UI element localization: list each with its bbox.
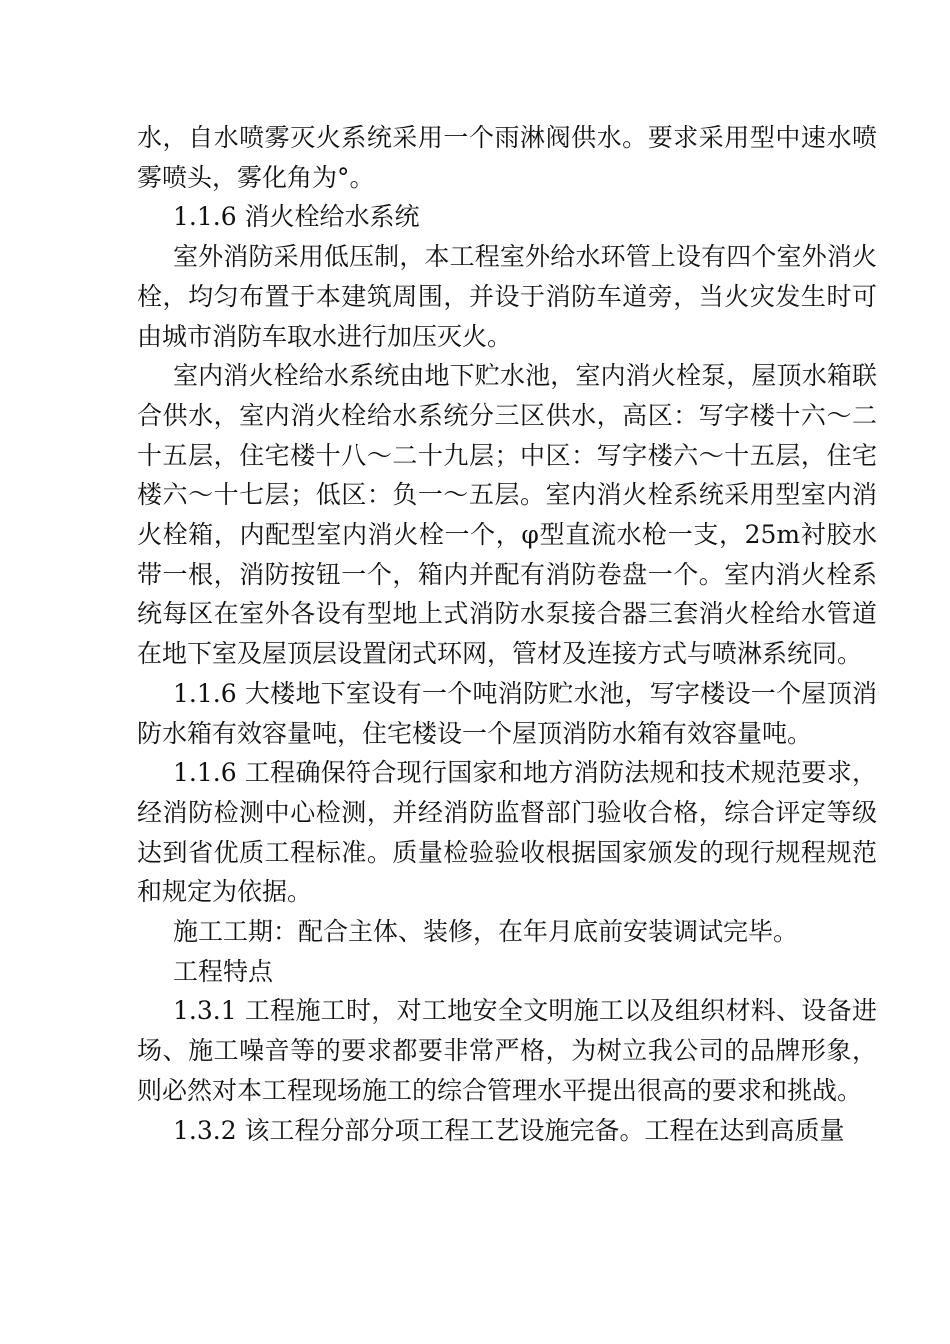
paragraph-outdoor-hydrant: 室外消防采用低压制，本工程室外给水环管上设有四个室外消火栓，均匀布置于本建筑周围，并设于消防车道旁，当火灾发生时可由城市消防车取水进行加压灭火。 bbox=[137, 242, 877, 351]
paragraph-water-tank: 1.1.6 大楼地下室设有一个吨消防贮水池，写字楼设一个屋顶消防水箱有效容量吨，住宅楼设一个屋顶消防水箱有效容量吨。 bbox=[137, 678, 877, 748]
paragraph-indoor-hydrant: 室内消火栓给水系统由地下贮水池，室内消火栓泵，屋顶水箱联合供水，室内消火栓给水系统分三区供水，高区：写字楼十六～二十五层，住宅楼十八～二十九层；中区：写字楼六～十五层，住宅楼六～十七层；低区：负一～五层。室内消火栓系统采用型室内消火栓箱，内配型室内消火栓一个，φ型直流水枪一支，25m衬胶水带一根，消防按钮一个，箱内并配有消防卷盘一个。室内消火栓系统每区在室外各设有型地上式消防水泵接合器三套消火栓给水管道在地下室及屋顶层设置闭式环网，管材及连接方式与喷淋系统同。 bbox=[137, 361, 877, 669]
paragraph-feature-1: 1.3.1 工程施工时，对工地安全文明施工以及组织材料、设备进场、施工噪音等的要求都要非常严格，为树立我公司的品牌形象，则必然对本工程现场施工的综合管理水平提出很高的要求和挑战。 bbox=[137, 996, 877, 1105]
paragraph-schedule: 施工工期：配合主体、装修，在年月底前安装调试完毕。 bbox=[173, 917, 799, 947]
paragraph-water-spray: 水，自水喷雾灭火系统采用一个雨淋阀供水。要求采用型中速水喷雾喷头，雾化角为°。 bbox=[137, 123, 877, 192]
heading-hydrant-system: 1.1.6 消火栓给水系统 bbox=[173, 202, 420, 232]
paragraph-feature-2: 1.3.2 该工程分部分项工程工艺设施完备。工程在达到高质量 bbox=[173, 1115, 845, 1145]
paragraph-quality-standard: 1.1.6 工程确保符合现行国家和地方消防法规和技术规范要求，经消防检测中心检测，并经消防监督部门验收合格，综合评定等级达到省优质工程标准。质量检验验收根据国家颁发的现行规程规范和规定为依据。 bbox=[137, 758, 877, 907]
heading-project-features: 工程特点 bbox=[173, 956, 274, 986]
document-page bbox=[137, 118, 877, 1150]
